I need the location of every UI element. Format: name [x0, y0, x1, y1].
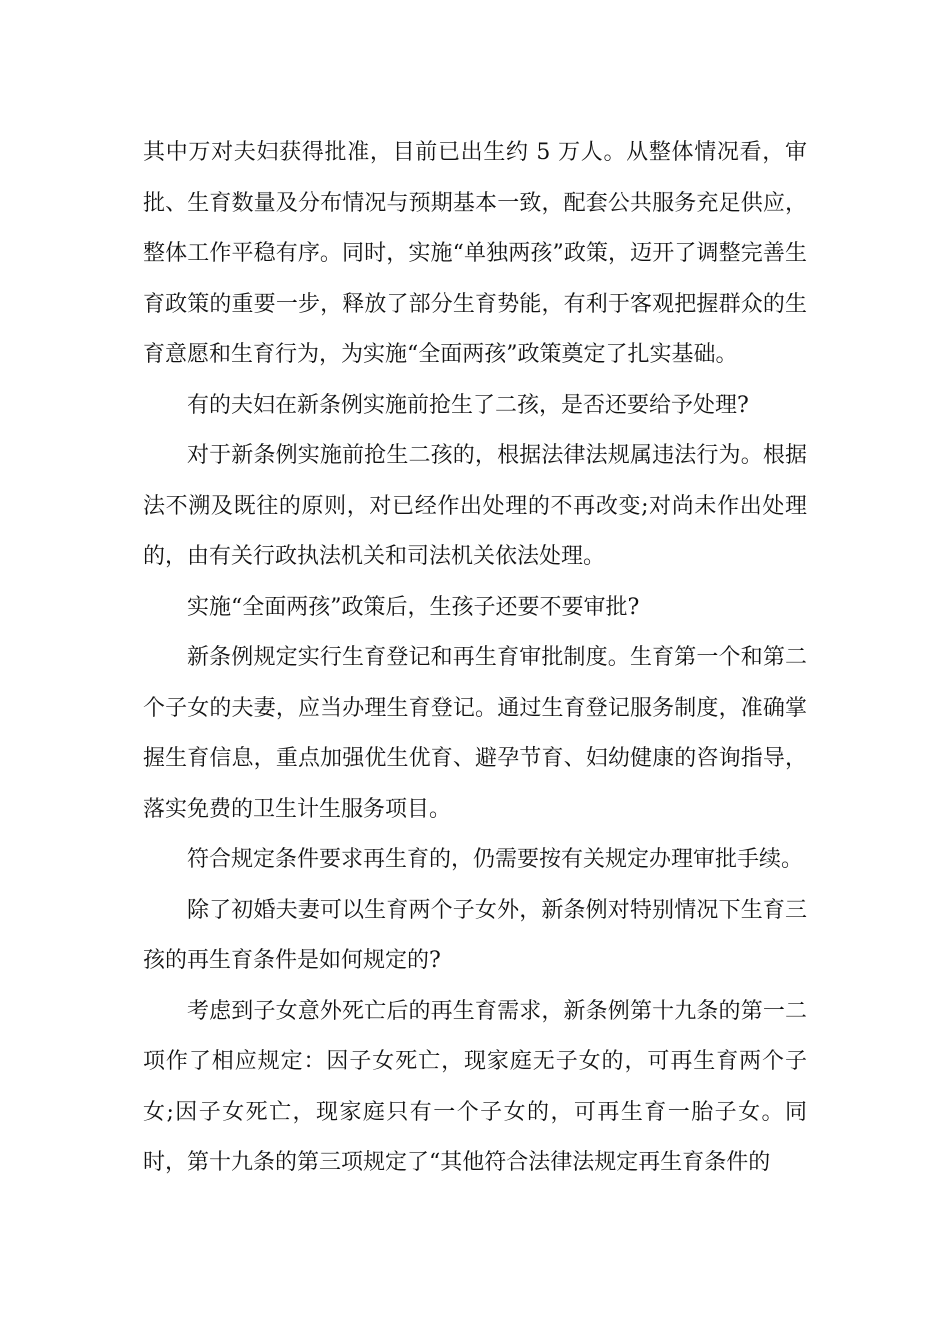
paragraph-answer-approval: 符合规定条件要求再生育的，仍需要按有关规定办理审批手续。 [187, 847, 804, 872]
paragraph-question-third-child: 除了初婚夫妻可以生育两个子女外，新条例对特别情况下生育三孩的再生育条件是如何规定的? [143, 897, 807, 973]
document-body [143, 128, 807, 1189]
paragraph-answer-penalty: 对于新条例实施前抢生二孩的，根据法律法规属违法行为。根据法不溯及既往的原则，对已经作出处理的不再改变;对尚未作出处理的，由有关行政执法机关和司法机关依法处理。 [143, 443, 807, 569]
paragraph-continued: 其中万对夫妇获得批准，目前已出生约 5 万人。从整体情况看，审批、生育数量及分布情况与预期基本一致，配套公共服务充足供应，整体工作平稳有序。同时，实施“单独两孩”政策，迈开了调整完善生育政策的重要一步，释放了部分生育势能，有利于客观把握群众的生育意愿和生育行为，为实施“全面两孩”政策奠定了扎实基础。 [143, 140, 807, 367]
paragraph-question-penalty: 有的夫妇在新条例实施前抢生了二孩，是否还要给予处理? [187, 392, 749, 418]
paragraph-answer-third-child: 考虑到子女意外死亡后的再生育需求，新条例第十九条的第一二项作了相应规定：因子女死亡，现家庭无子女的，可再生育两个子女;因子女死亡，现家庭只有一个子女的，可再生育一胎子女。同时，第十九条的第三项规定了“其他符合法律法规定再生育条件的 [143, 998, 807, 1175]
paragraph-question-approval: 实施“全面两孩”政策后，生孩子还要不要审批? [187, 594, 640, 620]
paragraph-answer-registration: 新条例规定实行生育登记和再生育审批制度。生育第一个和第二个子女的夫妻，应当办理生育登记。通过生育登记服务制度，准确掌握生育信息，重点加强优生优育、避孕节育、妇幼健康的咨询指导，落实免费的卫生计生服务项目。 [143, 645, 807, 822]
